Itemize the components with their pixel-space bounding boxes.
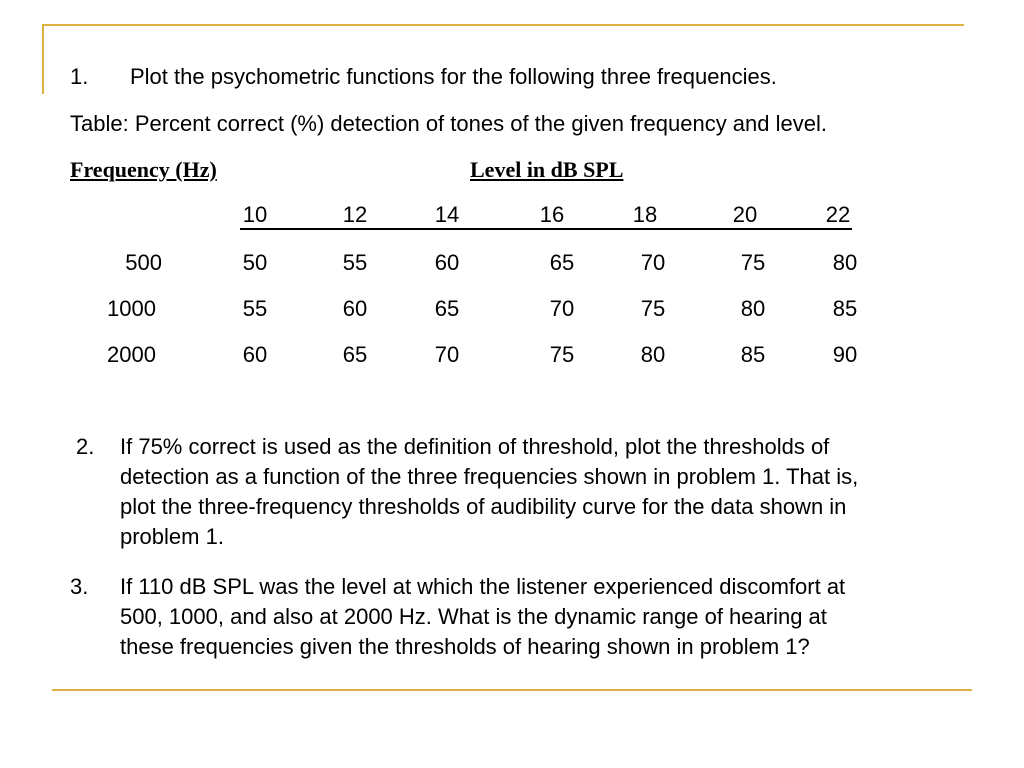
table-cell: 75: [740, 250, 766, 275]
problem-2: [76, 432, 996, 556]
problem-1-number: 1.: [70, 64, 89, 89]
level-cell: 14: [434, 202, 460, 227]
level-row-underline: [240, 228, 852, 230]
level-cell: 10: [242, 202, 268, 227]
slide-top-rule: [42, 24, 964, 26]
table-cell: 60: [342, 296, 368, 321]
row-frequency: 2000: [107, 342, 156, 367]
table-cell: 75: [640, 296, 666, 321]
problem-3: [70, 572, 990, 666]
table-cell: 70: [640, 250, 666, 275]
problem-1-text: Plot the psychometric functions for the following three frequencies.: [130, 64, 777, 89]
table-cell: 85: [832, 296, 858, 321]
problem-2-line: problem 1.: [120, 524, 224, 549]
table-cell: 75: [549, 342, 575, 367]
table-cell: 80: [740, 296, 766, 321]
table-cell: 90: [832, 342, 858, 367]
table-cell: 70: [434, 342, 460, 367]
table-cell: 50: [242, 250, 268, 275]
table-cell: 65: [549, 250, 575, 275]
table-cell: 85: [740, 342, 766, 367]
table-cell: 60: [242, 342, 268, 367]
table-cell: 60: [434, 250, 460, 275]
level-header: Level in dB SPL: [470, 157, 624, 182]
level-cell: 20: [732, 202, 758, 227]
table-cell: 80: [640, 342, 666, 367]
table-caption: Table: Percent correct (%) detection of tones of the given frequency and level.: [70, 111, 827, 136]
table-cell: 65: [342, 342, 368, 367]
table-cell: 80: [832, 250, 858, 275]
problem-3-line: If 110 dB SPL was the level at which the listener experienced discomfort at: [120, 574, 846, 599]
frequency-header: Frequency (Hz): [70, 157, 217, 182]
table-cell: 70: [549, 296, 575, 321]
level-cell: 12: [342, 202, 368, 227]
slide-bottom-rule: [52, 689, 972, 691]
level-cell: 16: [539, 202, 565, 227]
row-frequency: 500: [125, 250, 162, 275]
slide-left-rule: [42, 24, 44, 94]
problem-2-line: If 75% correct is used as the definition of threshold, plot the thresholds of: [120, 434, 830, 459]
level-cell: 18: [632, 202, 658, 227]
level-cell: 22: [825, 202, 851, 227]
table-cell: 65: [434, 296, 460, 321]
row-frequency: 1000: [107, 296, 156, 321]
problem-3-line: these frequencies given the thresholds of hearing shown in problem 1?: [120, 634, 810, 659]
problem-3-line: 500, 1000, and also at 2000 Hz. What is the dynamic range of hearing at: [120, 604, 827, 629]
problem-2-line: detection as a function of the three frequencies shown in problem 1. That is,: [120, 464, 859, 489]
problem-3-number: 3.: [70, 574, 89, 599]
problem-2-number: 2.: [76, 434, 95, 459]
table-cell: 55: [242, 296, 268, 321]
problem-2-line: plot the three-frequency thresholds of audibility curve for the data shown in: [120, 494, 847, 519]
table-cell: 55: [342, 250, 368, 275]
